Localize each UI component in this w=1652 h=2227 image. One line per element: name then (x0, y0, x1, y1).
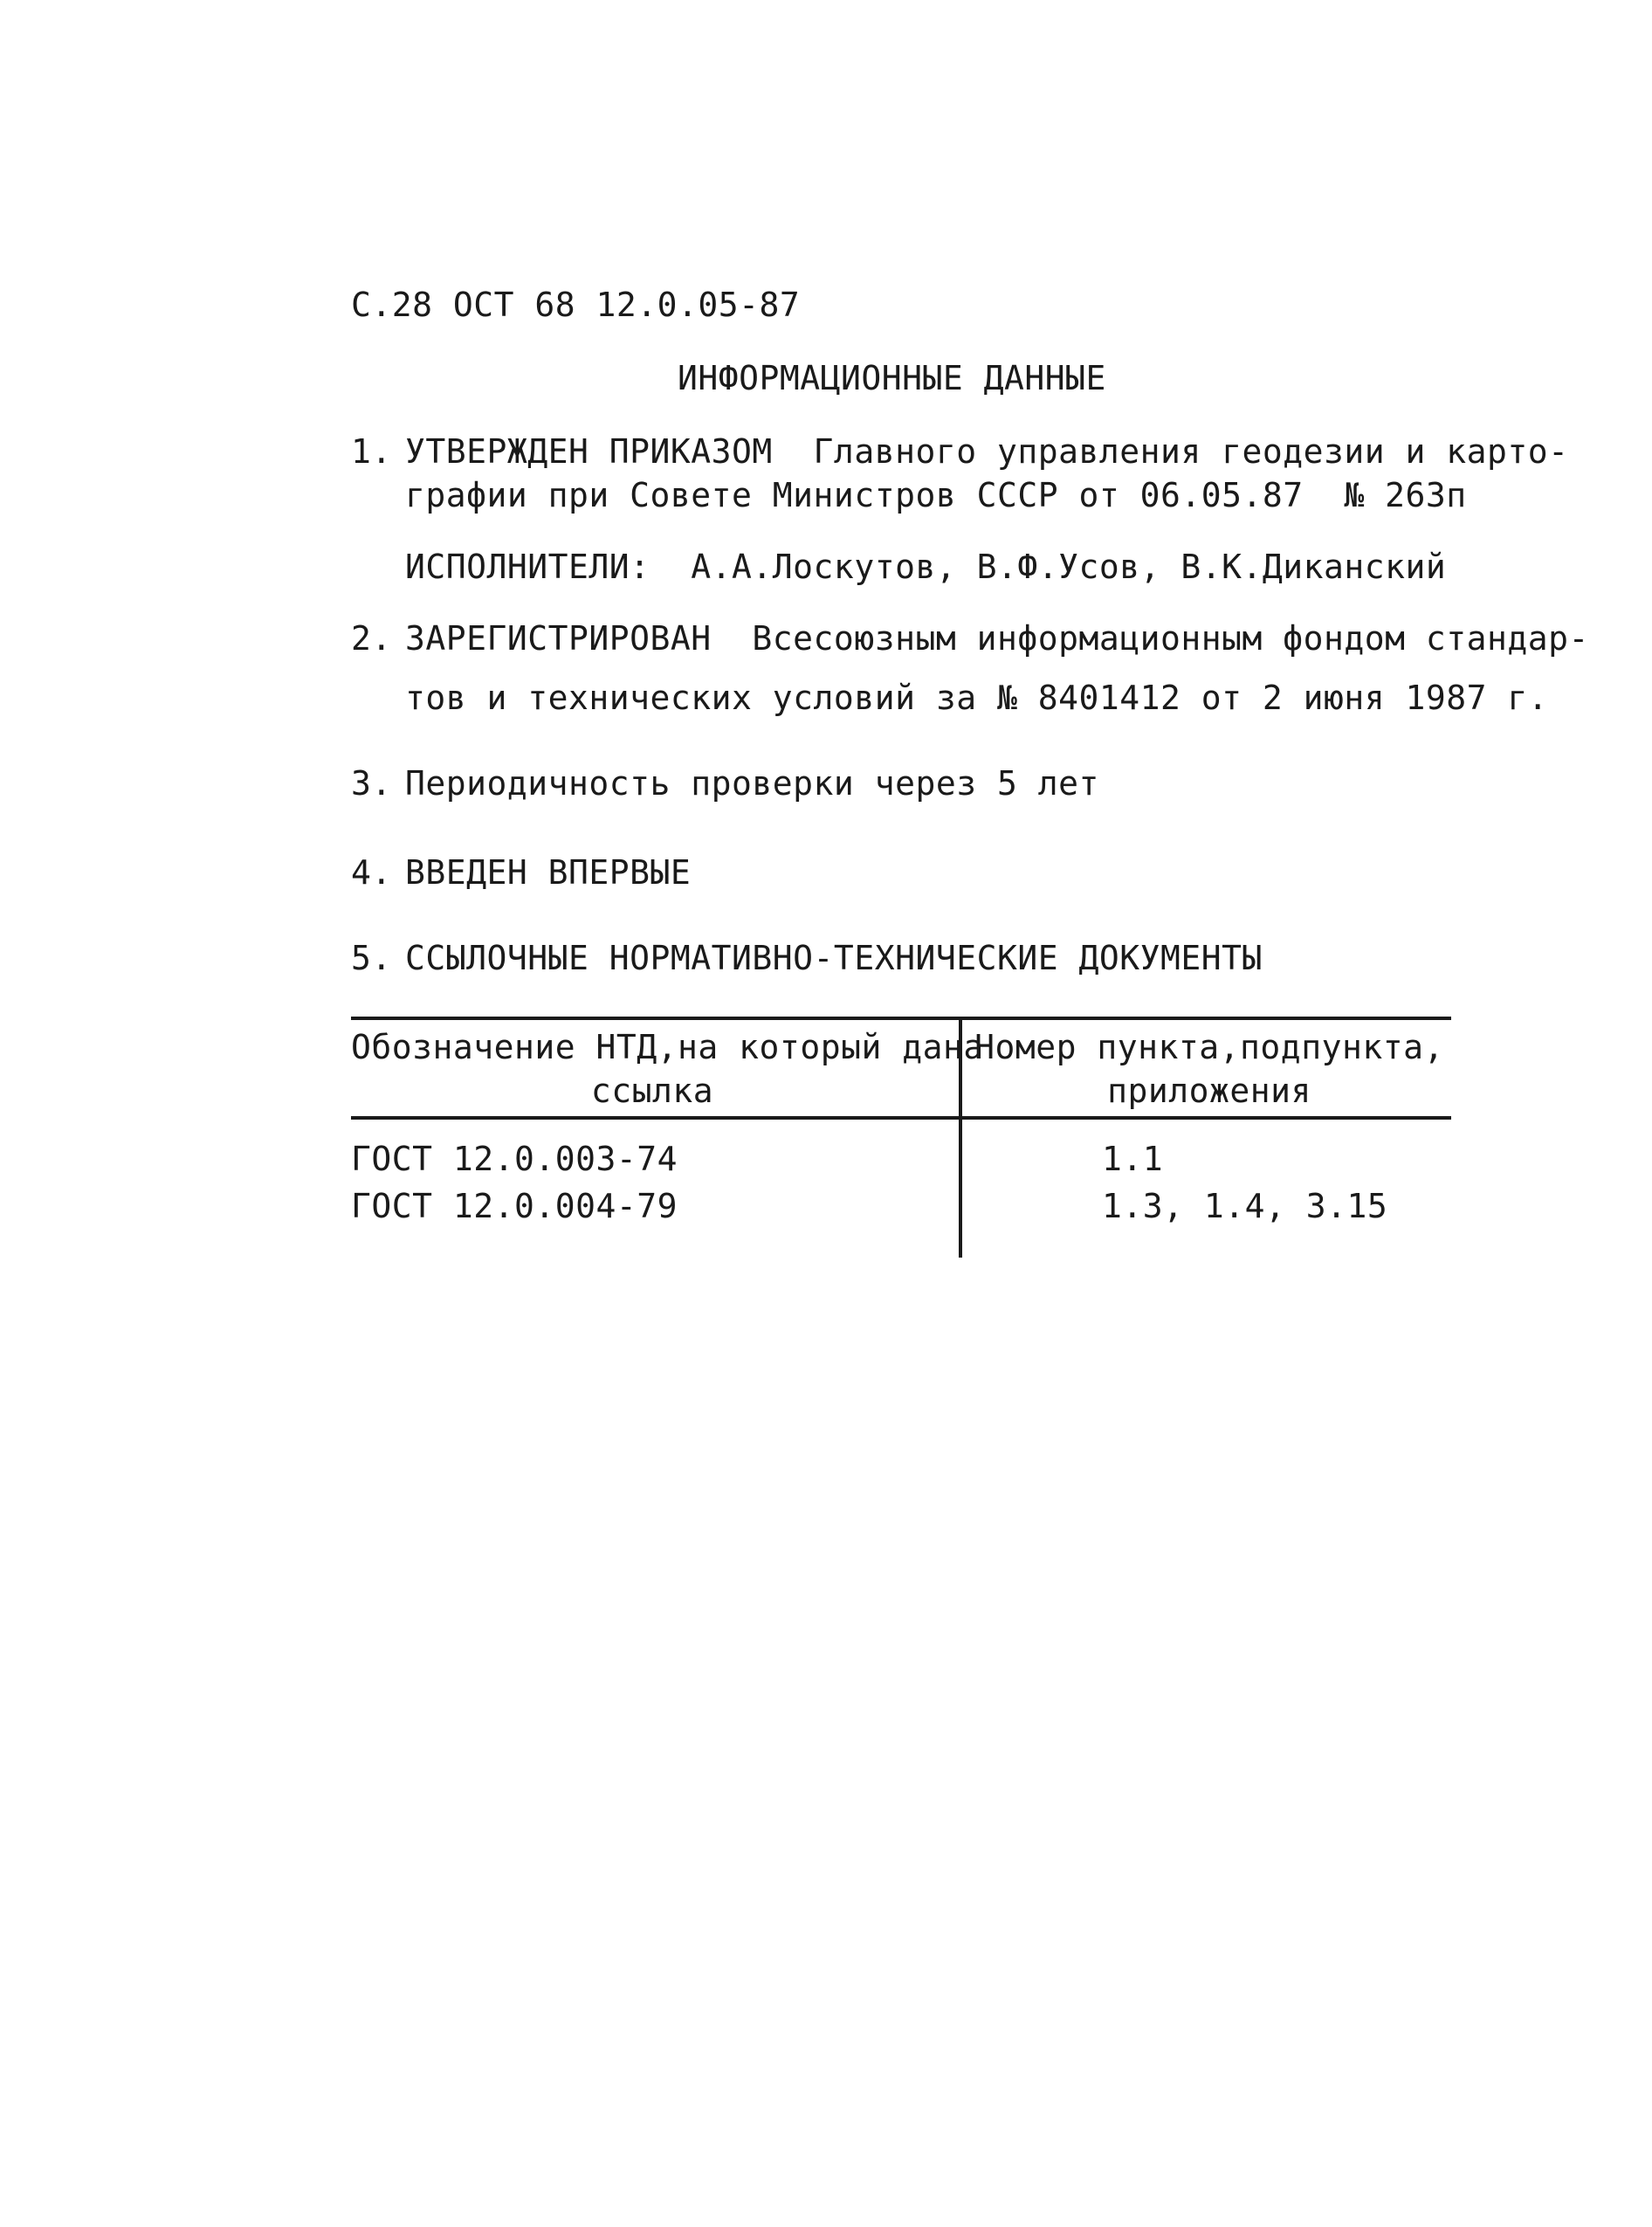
item-1-line-1 (351, 431, 1569, 472)
page-reference: С.28 ОСТ 68 12.0.05-87 (351, 286, 801, 324)
table-header-rule (351, 1116, 1451, 1120)
item-5-number: 5. (351, 939, 392, 977)
item-4-line (351, 852, 691, 893)
item-3-text: Периодичность проверки через 5 лет (405, 764, 1099, 803)
item-2-text: ЗАРЕГИСТРИРОВАН Всесоюзным информационным фондом стандар- (405, 619, 1589, 658)
item-1-number: 1. (351, 432, 392, 471)
table-row-2-doc: ГОСТ 12.0.004-79 (351, 1187, 678, 1225)
item-2-line-1 (351, 618, 1589, 658)
item-5-line (351, 938, 1263, 978)
item-2-number: 2. (351, 619, 392, 658)
table-top-rule (351, 1017, 1451, 1020)
item-2-line-2: тов и технических условий за № 8401412 от 2 июня 1987 г. (405, 679, 1549, 717)
item-3-line (351, 763, 1099, 803)
item-5-text: ССЫЛОЧНЫЕ НОРМАТИВНО-ТЕХНИЧЕСКИЕ ДОКУМЕНТЫ (405, 939, 1263, 977)
item-1-line-2: графии при Совете Министров СССР от 06.05.87 № 263п (405, 476, 1467, 514)
table-row-1-clause: 1.1 (1102, 1140, 1164, 1178)
item-1-text: УТВЕРЖДЕН ПРИКАЗОМ Главного управления геодезии и карто- (405, 432, 1569, 471)
table-header-clause-line-2: приложения (1107, 1072, 1311, 1110)
table-header-doc-line-1: Обозначение НТД,на который дана (351, 1028, 984, 1066)
table-header-doc-line-2: ссылка (590, 1072, 714, 1110)
item-4-text: ВВЕДЕН ВПЕРВЫЕ (405, 853, 692, 892)
page-title: ИНФОРМАЦИОННЫЕ ДАННЫЕ (678, 359, 1106, 397)
table-header-clause-line-1: Номер пункта,подпункта, (974, 1028, 1444, 1066)
table-row-1-doc: ГОСТ 12.0.003-74 (351, 1140, 678, 1178)
table-row-2-clause: 1.3, 1.4, 3.15 (1102, 1187, 1388, 1225)
item-3-number: 3. (351, 764, 392, 803)
item-4-number: 4. (351, 853, 392, 892)
executors-line: ИСПОЛНИТЕЛИ: А.А.Лоскутов, В.Ф.Усов, В.К.Диканский (405, 548, 1447, 586)
